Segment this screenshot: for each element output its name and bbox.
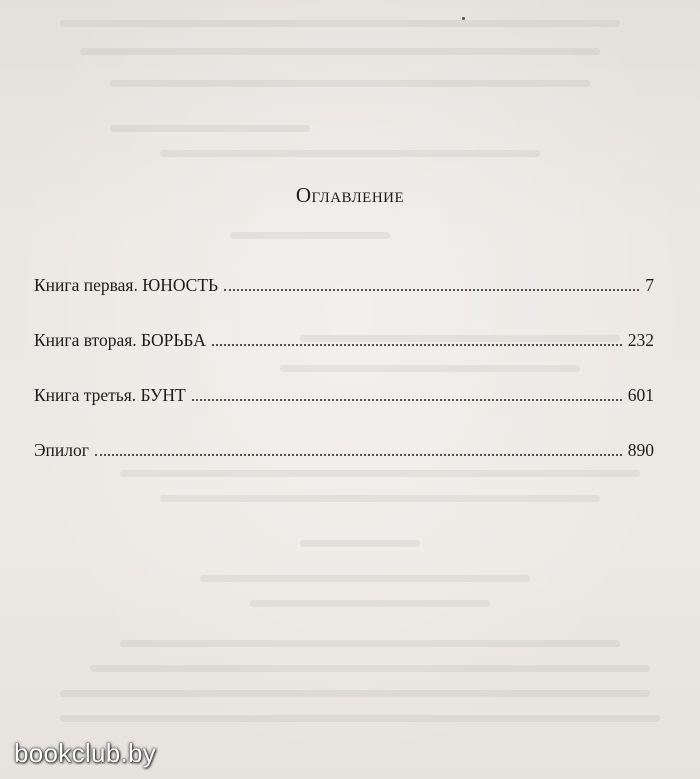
dot-leader xyxy=(212,343,622,346)
show-through-line xyxy=(120,640,620,647)
show-through-line xyxy=(230,232,390,239)
show-through-line xyxy=(300,540,420,547)
site-watermark: bookclub.by xyxy=(14,738,157,768)
toc-entry-page: 601 xyxy=(627,385,654,405)
toc-entry-page: 890 xyxy=(627,440,654,460)
print-speck xyxy=(462,17,465,20)
show-through-line xyxy=(110,80,590,87)
show-through-line xyxy=(250,600,490,607)
show-through-line xyxy=(60,715,660,722)
toc-entry xyxy=(34,323,654,357)
show-through-line xyxy=(160,150,540,157)
toc-title: Оглавление xyxy=(295,183,405,207)
dot-leader xyxy=(224,288,639,291)
show-through-line xyxy=(160,495,600,502)
toc-entry xyxy=(34,433,654,467)
toc-entry-title: Эпилог xyxy=(34,440,89,460)
toc-list xyxy=(34,268,654,488)
dot-leader xyxy=(95,453,622,456)
show-through-line xyxy=(200,575,530,582)
toc-entry xyxy=(34,378,654,412)
toc-entry-title: Книга третья. БУНТ xyxy=(34,385,186,405)
toc-entry-page: 232 xyxy=(627,330,654,350)
toc-entry-page: 7 xyxy=(645,275,654,295)
toc-entry-title: Книга первая. ЮНОСТЬ xyxy=(34,275,219,295)
show-through-line xyxy=(110,125,310,132)
show-through-line xyxy=(90,665,650,672)
toc-entry xyxy=(34,268,654,302)
toc-entry-title: Книга вторая. БОРЬБА xyxy=(34,330,206,350)
dot-leader xyxy=(192,398,622,401)
show-through-line xyxy=(60,690,650,697)
show-through-line xyxy=(60,20,620,27)
show-through-line xyxy=(80,48,600,55)
